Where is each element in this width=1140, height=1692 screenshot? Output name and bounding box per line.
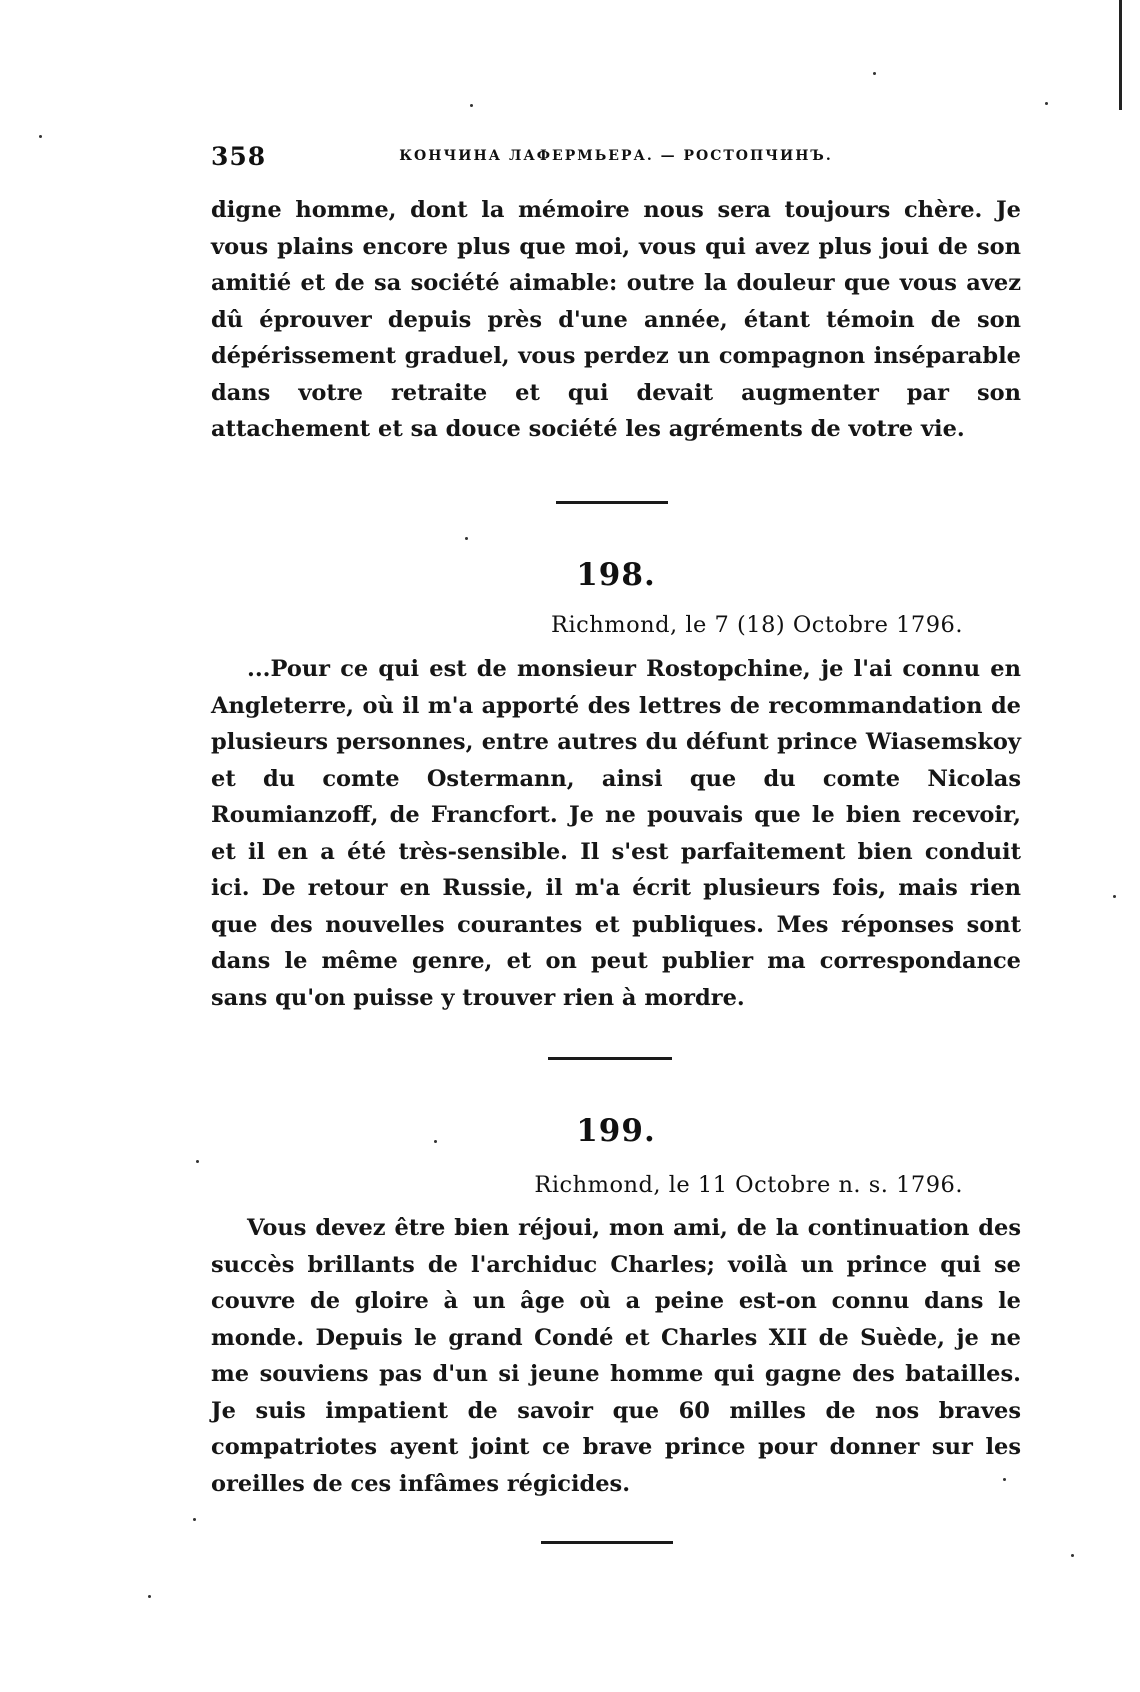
scan-speck <box>1113 895 1116 898</box>
scan-speck <box>39 135 42 138</box>
letter-number-198: 198. <box>576 557 656 593</box>
running-head: КОНЧИНА ЛАФЕРМЬЕРА. — РОСТОПЧИНЪ. <box>399 148 833 164</box>
continuation-paragraph: digne homme, dont la mémoire nous sera toujours chère. Je vous plains encore plus que moi, vous qui avez plus joui de son amitié et de sa société aimable: outre la douleur que vous avez dû éprouver depuis près d'une année, étant témoin de son dépérissement graduel, vous perdez un compagnon inséparable dans votre retraite et qui devait augmenter par son attachement et sa douce société les agréments de votre vie. <box>211 197 1021 442</box>
scan-speck <box>1045 102 1048 105</box>
scan-speck <box>148 1595 151 1598</box>
scan-speck <box>434 1140 437 1143</box>
scan-speck <box>196 1160 199 1163</box>
page-number: 358 <box>211 142 267 171</box>
letter-number-199: 199. <box>576 1113 656 1149</box>
scan-speck <box>1003 1478 1006 1481</box>
letter-dateline-198: Richmond, le 7 (18) Octobre 1796. <box>551 612 963 638</box>
letter-dateline-199: Richmond, le 11 Octobre n. s. 1796. <box>534 1172 963 1198</box>
page-header <box>211 142 1021 172</box>
scan-speck <box>465 537 468 540</box>
page-edge-mark <box>1119 0 1122 110</box>
scan-speck <box>470 104 473 107</box>
section-divider <box>541 1541 673 1544</box>
letter-body-198: ...Pour ce qui est de monsieur Rostopchine, je l'ai connu en Angleterre, où il m'a apporté des lettres de recommandation de plusieurs personnes, entre autres du défunt prince Wiasemskoy et du comte Ostermann, ainsi que du comte Nicolas Roumianzoff, de Francfort. Je ne pouvais que le bien recevoir, et il en a été très-sensible. Il s'est parfaitement bien conduit ici. De retour en Russie, il m'a écrit plusieurs fois, mais rien que des nouvelles courantes et publiques. Mes réponses sont dans le même genre, et on peut publier ma correspondance sans qu'on puisse y trouver rien à mordre. <box>211 656 1021 1011</box>
scan-speck <box>873 72 876 75</box>
letter-body-199: Vous devez être bien réjoui, mon ami, de la continuation des succès brillants de l'archiduc Charles; voilà un prince qui se couvre de gloire à un âge où a peine est-on connu dans le monde. Depuis le grand Condé et Charles XII de Suède, je ne me souviens pas d'un si jeune homme qui gagne des batailles. Je suis impatient de savoir que 60 milles de nos braves compatriotes ayent joint ce brave prince pour donner sur les oreilles de ces infâmes régicides. <box>211 1215 1021 1497</box>
section-divider <box>556 501 668 504</box>
scan-speck <box>193 1518 196 1521</box>
section-divider <box>548 1057 672 1060</box>
scan-speck <box>1071 1554 1074 1557</box>
